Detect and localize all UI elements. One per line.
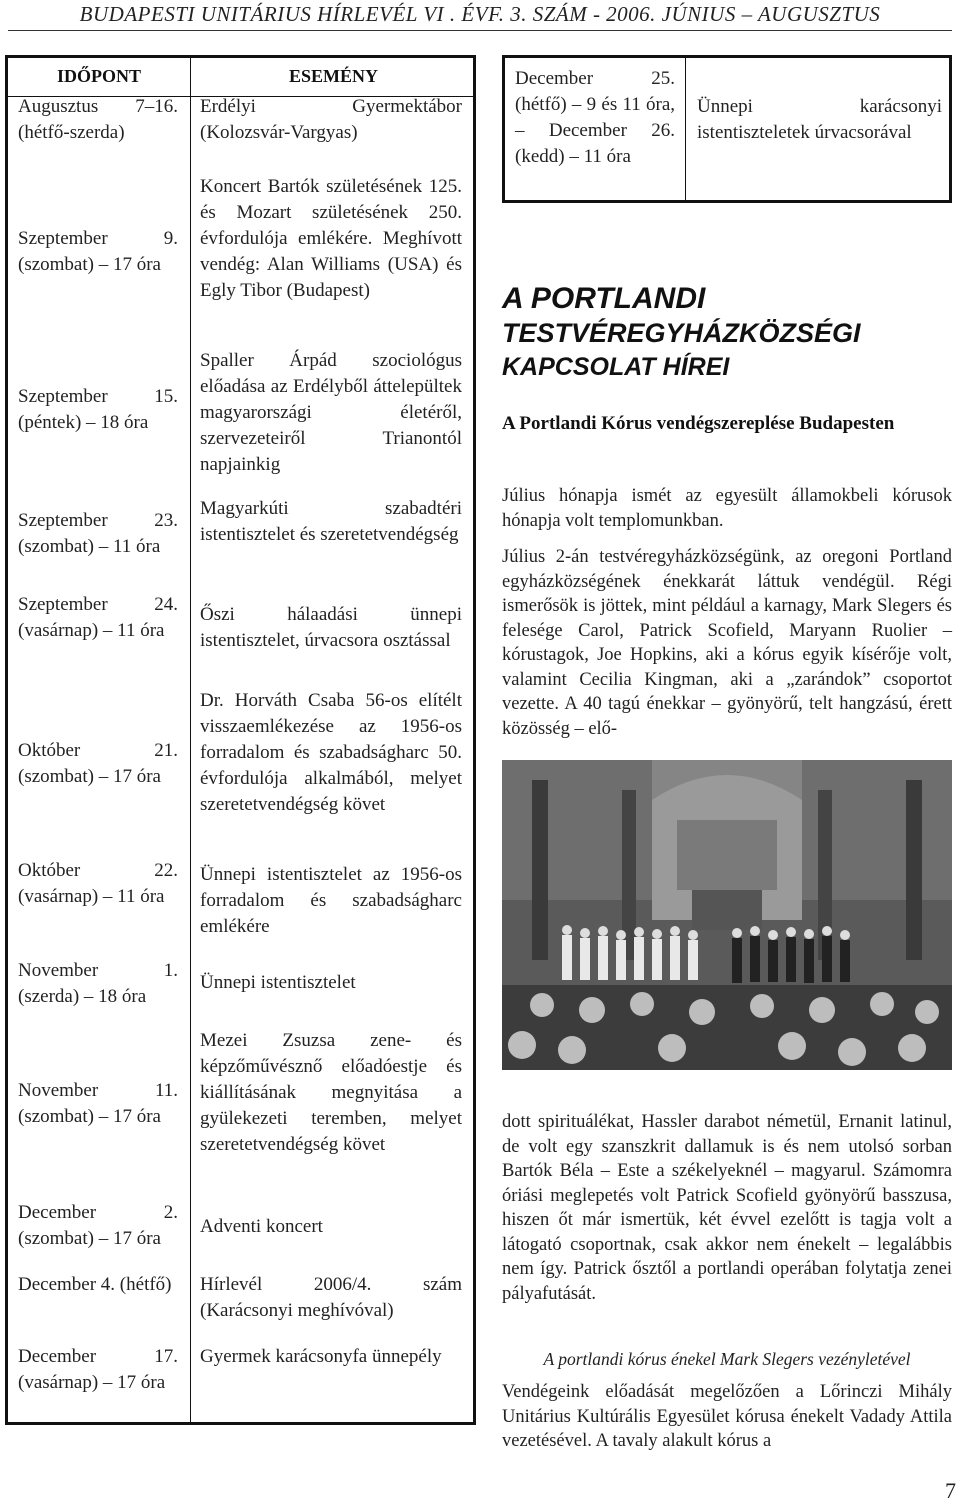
- row-event: Spaller Árpád szociológus előadása az Erdélyből áttelepültek magyarországi életéről, szervezeteiről Trianontól napjainkig: [200, 350, 462, 475]
- header-rule: [8, 30, 952, 31]
- row-event: Koncert Bartók születésének 125. és Mozart születésének 250. évfordulója emlékére. Meghívott vendég: Alan Williams (USA) és Egly Tibor (Budapest): [200, 176, 462, 301]
- row-date: Október 21. (szombat) – 17 óra: [18, 740, 178, 787]
- photo-caption: A portlandi kórus énekel Mark Slegers vezényletével: [543, 1349, 911, 1369]
- table-column-divider: [190, 58, 191, 1422]
- article-paragraph: Vendégeink előadását megelőzően a Lőrinczi Mihály Unitárius Kultúrális Egyesület kórusa énekelt Vadady Attila vezetésével. A tavaly alakult kórus a: [502, 1382, 952, 1451]
- newsletter-header: [0, 0, 960, 36]
- row-event: Ünnepi istentisztelet: [200, 972, 356, 993]
- choir-photo-illustration: [502, 760, 952, 1070]
- article-title: [502, 282, 952, 384]
- article-title-line-2: TESTVÉREGYHÁZKÖZSÉGI: [502, 318, 861, 348]
- column-header-event: ESEMÉNY: [288, 66, 378, 86]
- page-number: 7: [945, 1478, 956, 1503]
- christmas-box-divider: [685, 58, 686, 200]
- row-event: Erdélyi Gyermektábor (Kolozsvár-Vargyas): [200, 96, 462, 143]
- row-date: Szeptember 23. (szombat) – 11 óra: [18, 510, 178, 557]
- row-event: Őszi hálaadási ünnepi istentisztelet, úrvacsora osztással: [200, 604, 462, 651]
- newsletter-title: BUDAPESTI UNITÁRIUS HÍRLEVÉL VI . ÉVF. 3. SZÁM - 2006. JÚNIUS – AUGUSZTUS: [79, 2, 881, 26]
- row-date: December 2. (szombat) – 17 óra: [18, 1202, 178, 1249]
- row-event: Ünnepi istentisztelet az 1956-os forradalom és szabadságharc emlékére: [200, 864, 462, 937]
- row-event: Magyarkúti szabadtéri istentisztelet és szeretetvendégség: [200, 498, 462, 545]
- christmas-event: Ünnepi karácsonyi istentiszteletek úrvacsorával: [697, 96, 942, 143]
- christmas-event-box: [502, 55, 952, 203]
- row-date: November 11. (szombat) – 17 óra: [18, 1080, 178, 1127]
- article-paragraph: dott spirituálékat, Hassler darabot németül, Ernanit latinul, de volt egy szanszkrit dallamuk is és nem utolsó sorban Bartók Béla – Este a székelyeknél – magyarul. Számomra óriási meglepetés volt Patrick Scofield gyönyörű basszusa, hiszen őt már ismertük, két évvel ezelőtt is tagja volt a látogató csoportnak, csak akkor nem énekelt – legalábbis nem így. Patrick ősztől a portlandi operában folytatja zenei pályafutását.: [502, 1112, 952, 1304]
- row-event: Hírlevél 2006/4. szám (Karácsonyi meghívóval): [200, 1274, 462, 1321]
- choir-photo: [502, 760, 952, 1070]
- row-event: Dr. Horváth Csaba 56-os elítélt visszaemlékezése az 1956-os forradalom és szabadságharc 50. évfordulója alkalmából, melyet szeretetvendégség követ: [200, 690, 462, 815]
- row-date: December 17. (vasárnap) – 17 óra: [18, 1346, 178, 1393]
- row-date: November 1. (szerda) – 18 óra: [18, 960, 178, 1007]
- event-table: [5, 55, 476, 1425]
- article-title-line-1: A PORTLANDI: [502, 282, 706, 315]
- article-paragraph: Július hónapja ismét az egyesült államokbeli kórusok hónapja volt templomunkban.: [502, 486, 952, 531]
- row-date: Szeptember 24. (vasárnap) – 11 óra: [18, 594, 178, 641]
- row-date: December 4. (hétfő): [18, 1274, 172, 1295]
- article-subtitle: A Portlandi Kórus vendégszereplése Budapesten: [502, 413, 895, 434]
- row-date: Augusztus 7–16. (hétfő-szerda): [18, 96, 178, 143]
- row-event: Gyermek karácsonyfa ünnepély: [200, 1346, 442, 1367]
- row-date: Szeptember 15. (péntek) – 18 óra: [18, 386, 178, 433]
- column-header-time: IDŐPONT: [56, 66, 141, 86]
- christmas-date: December 25. (hétfő) – 9 és 11 óra, – December 26. (kedd) – 11 óra: [515, 68, 675, 167]
- row-event: Adventi koncert: [200, 1216, 323, 1237]
- row-event: Mezei Zsuzsa zene- és képzőművésznő előadóestje és kiállításának megnyitása a gyülekezeti teremben, melyet szeretetvendégség követ: [200, 1030, 462, 1155]
- article-paragraph: Július 2-án testvéregyházközségünk, az oregoni Portland egyházközségének énekkarát láttuk vendégül. Régi ismerősök is jöttek, mint például a karnagy, Mark Slegers és felesége Carol, Patrick Scofield, Maryann Ruolier – kórustagok, Joe Hopkins, aki a kórus egyik kísérője volt, valamint Cecilia Kingman, aki a „zarándok” csoportot vezette. A 40 tagú énekkar – gyönyörű, telt hangzású, érett közösség – elő-: [502, 547, 952, 739]
- article-title-line-3: KAPCSOLAT HÍREI: [502, 353, 730, 381]
- row-date: Szeptember 9. (szombat) – 17 óra: [18, 228, 178, 275]
- row-date: Október 22. (vasárnap) – 11 óra: [18, 860, 178, 907]
